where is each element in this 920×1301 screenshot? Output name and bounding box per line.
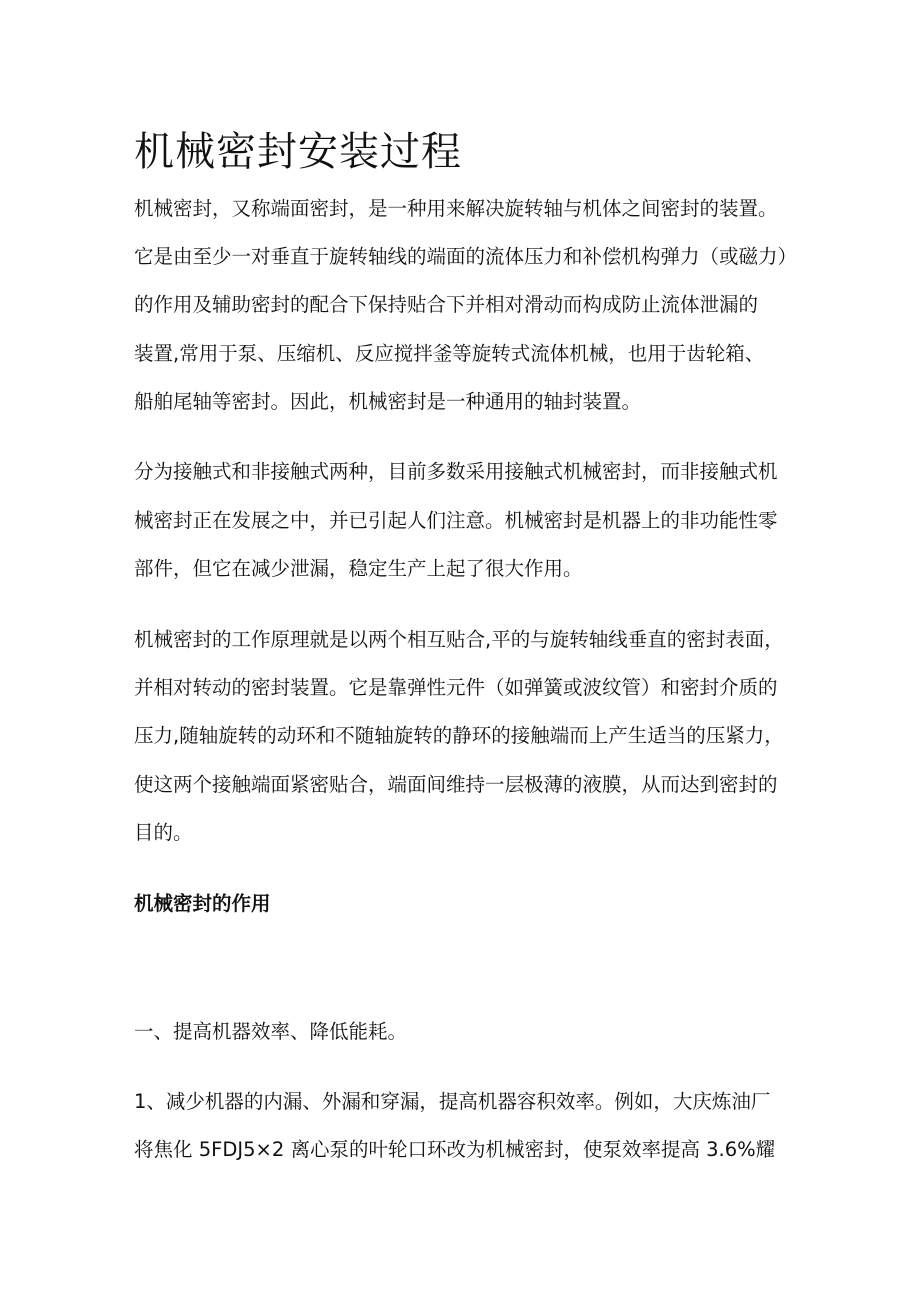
paragraph-1-line-2: 它是由至少一对垂直于旋转轴线的端面的流体压力和补偿机构弹力（或磁力） — [134, 245, 798, 268]
paragraph-2-line-1: 分为接触式和非接触式两种，目前多数采用接触式机械密封，而非接触式机 — [134, 460, 778, 483]
paragraph-4-line-2: 将焦化 5FDJ5×2 离心泵的叶轮口环改为机械密封，使泵效率提高 3.6%耀 — [134, 1138, 776, 1161]
paragraph-1-line-3: 的作用及辅助密封的配合下保持贴合下并相对滑动而构成防止流体泄漏的 — [134, 293, 759, 316]
paragraph-1-line-5: 船舶尾轴等密封。因此，机械密封是一种通用的轴封装置。 — [134, 390, 642, 413]
paragraph-2-line-3: 部件，但它在减少泄漏，稳定生产上起了很大作用。 — [134, 557, 583, 580]
paragraph-3-line-4: 使这两个接触端面紧密贴合，端面间维持一层极薄的液膜，从而达到密封的 — [134, 773, 778, 796]
paragraph-4-line-1: 1、减少机器的内漏、外漏和穿漏，提高机器容积效率。例如，大庆炼油厂 — [134, 1090, 771, 1113]
paragraph-3-line-2: 并相对转动的密封装置。它是靠弹性元件（如弹簧或波纹管）和密封介质的 — [134, 676, 778, 699]
paragraph-3-line-5: 目的。 — [134, 821, 193, 844]
page-title: 机械密封安装过程 — [134, 129, 462, 175]
paragraph-1-line-4: 装置,常用于泵、压缩机、反应搅拌釜等旋转式流体机械，也用于齿轮箱、 — [134, 342, 765, 365]
subsection-heading: 一、提高机器效率、降低能耗。 — [134, 1020, 408, 1043]
paragraph-2-line-2: 械密封正在发展之中，并已引起人们注意。机械密封是机器上的非功能性零 — [134, 509, 778, 532]
section-heading: 机械密封的作用 — [134, 892, 271, 915]
paragraph-3-line-3: 压力,随轴旋转的动环和不随轴旋转的静环的接触端而上产生适当的压紧力， — [134, 724, 784, 747]
paragraph-1-line-1: 机械密封，又称端面密封，是一种用来解决旋转轴与机体之间密封的装置。 — [134, 197, 778, 220]
paragraph-3-line-1: 机械密封的工作原理就是以两个相互贴合,平的与旋转轴线垂直的密封表面， — [134, 628, 784, 651]
